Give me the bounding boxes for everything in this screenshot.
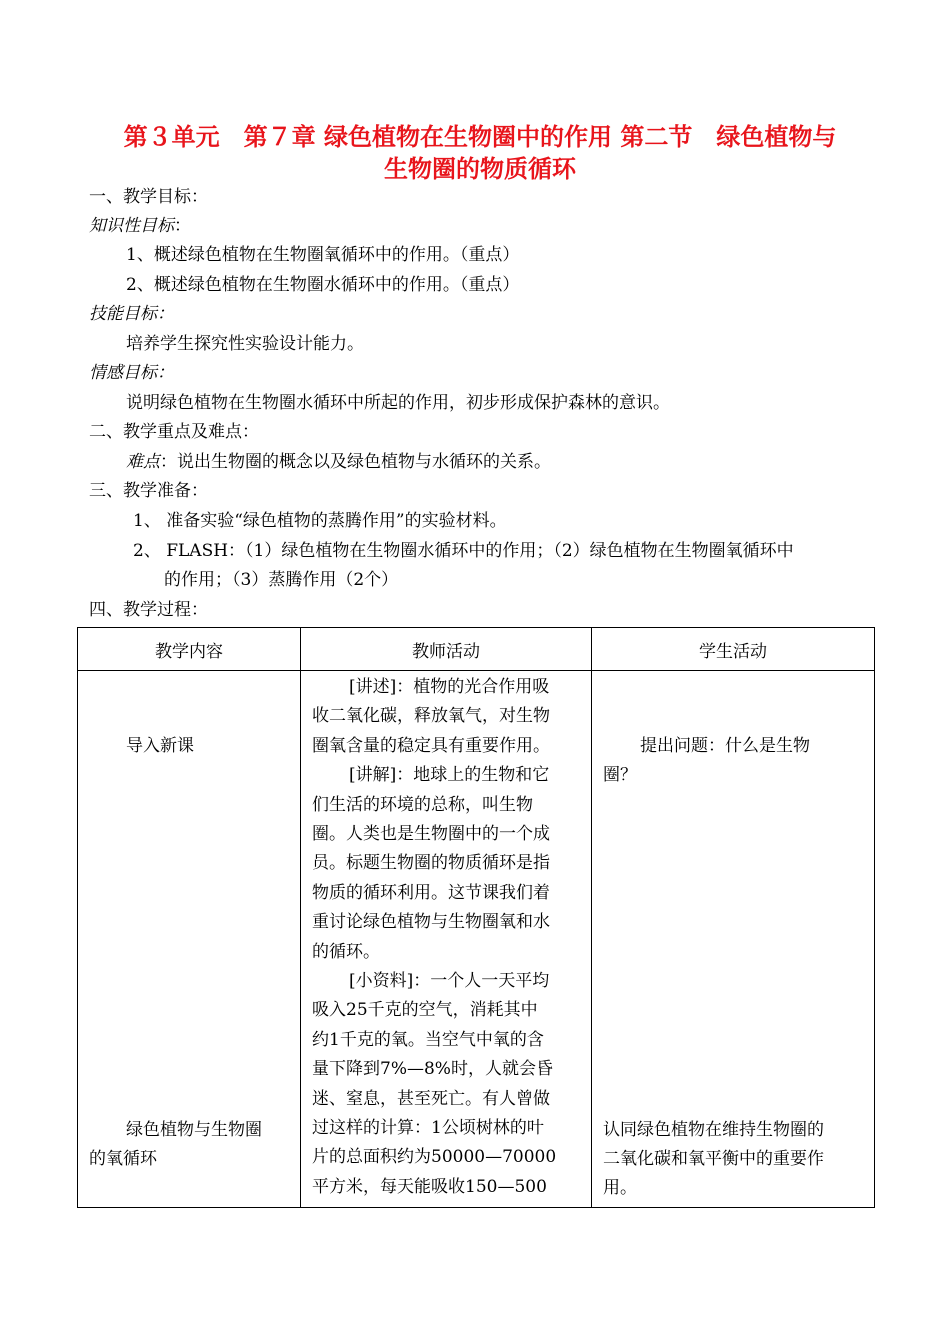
process-heading: 四、教学过程： [89,600,208,620]
student-question-line-1: 提出问题：什么是生物 [640,736,810,756]
teacher-activity-line: 们生活的环境的总称，叫生物 [312,794,533,815]
knowledge-objective-item-1: 1、概述绿色植物在生物圈氧循环中的作用。（重点） [126,245,520,265]
teacher-activity-cell [301,671,592,1208]
table-row [78,671,875,1208]
teacher-activity-line: 收二氧化碳，释放氧气，对生物 [312,706,550,727]
student-response-line-3: 用。 [603,1178,637,1198]
teacher-activity-line: 圈氧含量的稳定具有重要作用。 [312,735,550,756]
difficulty-line [126,451,551,473]
difficulty-text: ：说出生物圈的概念以及绿色植物与水循环的关系。 [160,452,551,472]
difficulty-label: 难点 [126,452,160,472]
teacher-activity-line: 圈。人类也是生物圈中的一个成 [312,824,550,844]
teacher-activity-line: 迷、窒息，甚至死亡。有人曾做 [312,1088,550,1109]
content-intro: 导入新课 [126,736,194,756]
skill-objective-item: 培养学生探究性实验设计能力。 [126,334,364,354]
key-points-heading: 二、教学重点及难点： [89,422,259,442]
student-response-line-2: 二氧化碳和氧平衡中的重要作 [603,1149,824,1169]
header-teaching-content: 教学内容 [78,628,301,671]
emotion-objective-label: 情感目标： [89,363,174,383]
document-title-line-1: 第３单元 第７章 绿色植物在生物圈中的作用 第二节 绿色植物与 [123,122,837,151]
header-student-activity: 学生活动 [592,628,875,671]
preparation-heading: 三、教学准备： [89,481,208,501]
teacher-activity-line: 量下降到7%—8%时，人就会昏 [312,1059,553,1080]
preparation-item-2-line-1: 2、 FLASH：（1）绿色植物在生物圈水循环中的作用；（2）绿色植物在生物圈氧循环中 [133,541,794,561]
document-title-line-2: 生物圈的物质循环 [384,154,576,183]
teacher-activity-line: 约1千克的氧。当空气中氧的含 [312,1029,544,1050]
teacher-activity-line: 的循环。 [312,941,380,962]
teacher-activity-line: 重讨论绿色植物与生物圈氧和水 [312,912,550,933]
table-header-row [78,628,875,671]
knowledge-objective-item-2: 2、概述绿色植物在生物圈水循环中的作用。（重点） [126,275,520,295]
objectives-heading: 一、教学目标： [89,187,208,207]
document-title [80,121,880,185]
teacher-activity-line: 吸入25千克的空气，消耗其中 [312,1000,538,1021]
teacher-activity-line: 片的总面积约为50000—70000 [312,1147,557,1168]
knowledge-objective-label [89,215,191,237]
content-cell [78,671,301,1208]
skill-objective-label: 技能目标： [89,304,174,324]
teacher-activity-line: [讲解]：地球上的生物和它 [349,765,550,786]
teacher-activity-line: 过这样的计算：1公顷树林的叶 [312,1118,544,1138]
teaching-process-table [77,627,875,1208]
emotion-objective-item: 说明绿色植物在生物圈水循环中所起的作用，初步形成保护森林的意识。 [126,393,670,413]
knowledge-objective-label-text: 知识性目标 [89,216,174,236]
teacher-activity-line: [讲述]：植物的光合作用吸 [349,677,550,697]
student-question-line-2: 圈？ [603,765,637,785]
preparation-item-2-line-2: 的作用；（3）蒸腾作用（2个） [164,570,399,590]
teacher-activity-line: 平方米，每天能吸收150—500 [312,1176,547,1197]
content-oxygen-line-1: 绿色植物与生物圈 [126,1120,262,1140]
knowledge-objective-colon: ： [174,216,191,236]
content-oxygen-line-2: 的氧循环 [89,1149,157,1169]
teacher-activity-line: 物质的循环利用。这节课我们着 [312,882,550,903]
teacher-activity-line: [小资料]：一个人一天平均 [349,971,550,991]
student-response-line-1: 认同绿色植物在维持生物圈的 [603,1120,824,1140]
header-teacher-activity: 教师活动 [301,628,592,671]
teacher-activity-line: 员。标题生物圈的物质循环是指 [312,853,550,874]
student-activity-cell [592,671,875,1208]
preparation-item-1: 1、 准备实验“绿色植物的蒸腾作用”的实验材料。 [133,511,507,531]
